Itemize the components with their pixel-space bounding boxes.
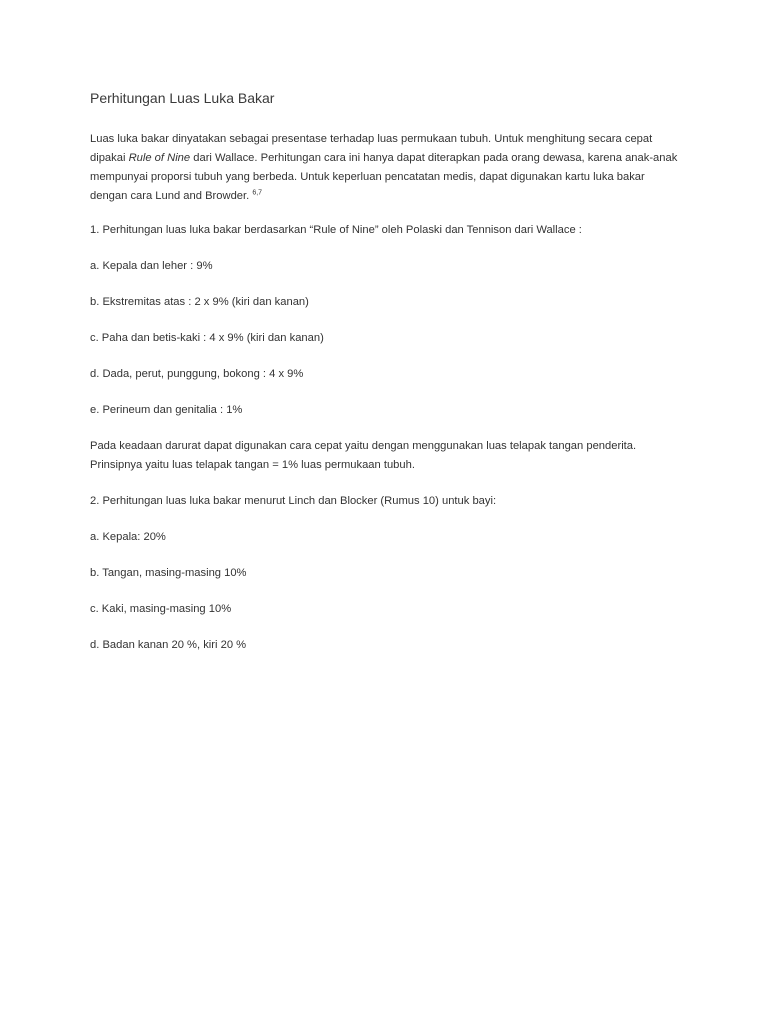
intro-text-2: dari Wallace. Perhitungan cara ini hanya dapat diterapkan pada orang dewasa, karena anak-anak mempunyai proporsi tubuh yang berbeda. Untuk keperluan pencatatan medis, dapat digunakan kartu luka bakar dengan cara Lund and Browder. <box>90 152 678 202</box>
intro-paragraph <box>90 130 678 206</box>
section1-item-d: d. Dada, perut, punggung, bokong : 4 x 9% <box>90 368 304 380</box>
emergency-paragraph: Pada keadaan darurat dapat digunakan cara cepat yaitu dengan menggunakan luas telapak tangan penderita. Prinsipnya yaitu luas telapak tangan = 1% luas permukaan tubuh. <box>90 440 637 471</box>
section1-item-b: b. Ekstremitas atas : 2 x 9% (kiri dan kanan) <box>90 296 309 308</box>
section2-item-c: c. Kaki, masing-masing 10% <box>90 603 232 615</box>
section2-heading: 2. Perhitungan luas luka bakar menurut Linch dan Blocker (Rumus 10) untuk bayi: <box>90 495 497 507</box>
section2-item-a: a. Kepala: 20% <box>90 531 166 543</box>
section1-item-a: a. Kepala dan leher : 9% <box>90 260 213 272</box>
section1-heading: 1. Perhitungan luas luka bakar berdasarkan “Rule of Nine” oleh Polaski dan Tennison dari Wallace : <box>90 224 582 236</box>
section1-item-e: e. Perineum dan genitalia : 1% <box>90 404 243 416</box>
section1-item-c: c. Paha dan betis-kaki : 4 x 9% (kiri dan kanan) <box>90 332 324 344</box>
page-title: Perhitungan Luas Luka Bakar <box>90 90 275 106</box>
section2-item-d: d. Badan kanan 20 %, kiri 20 % <box>90 639 247 651</box>
intro-text-1: Luas luka bakar dinyatakan sebagai presentase terhadap luas permukaan tubuh. Untuk menghitung secara cepat dipakai <box>90 133 653 164</box>
intro-italic-term: Rule of Nine <box>128 152 191 164</box>
section2-item-b: b. Tangan, masing-masing 10% <box>90 567 247 579</box>
citation-superscript: 6,7 <box>252 189 263 197</box>
